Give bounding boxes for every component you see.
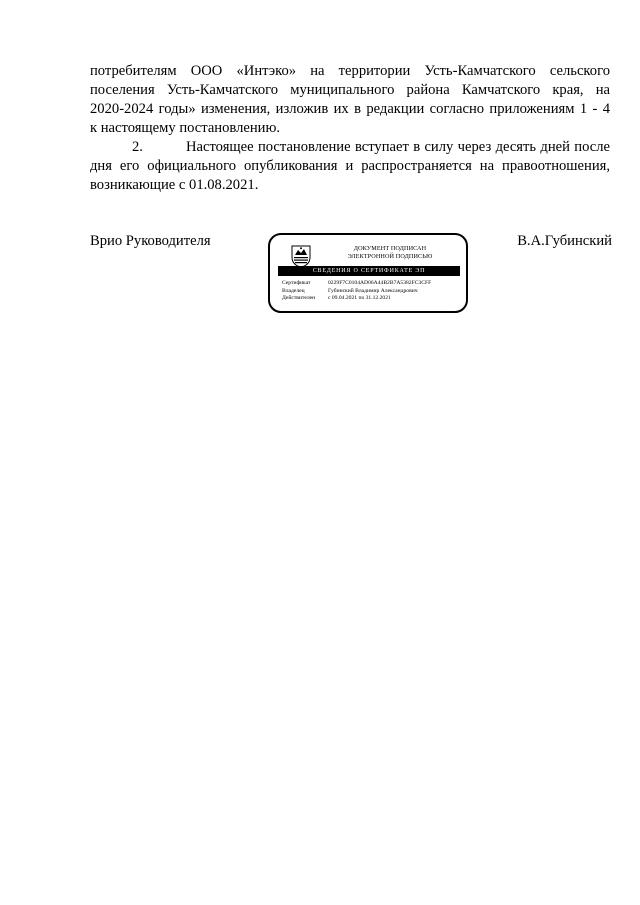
paragraph-2-line-3: возникающие с 01.08.2021. <box>90 177 259 193</box>
paragraph-1 <box>90 62 610 138</box>
paragraph-2 <box>90 138 610 195</box>
item-number: 2. <box>132 139 143 155</box>
stamp-header-line-1: ДОКУМЕНТ ПОДПИСАН <box>353 245 427 252</box>
stamp-key: Сертификат <box>282 280 311 286</box>
paragraph-2-line-1-text: Настоящее постановление вступает в силу через десять дней после <box>186 139 610 155</box>
stamp-certificate-title: СВЕДЕНИЯ О СЕРТИФИКАТЕ ЭП <box>278 266 460 276</box>
paragraph-2-line-2: дня его официального опубликования и распространяется на правоотношения, <box>90 158 610 174</box>
paragraph-1-line-2: поселения Усть-Камчатского муниципального района Камчатского края, на <box>90 82 610 98</box>
paragraph-1-line-3: 2020-2024 годы» изменения, изложив их в редакции согласно приложениям 1 - 4 <box>90 101 610 117</box>
stamp-header-line-2: ЭЛЕКТРОННОЙ ПОДПИСЬЮ <box>347 253 433 260</box>
signer-position: Врио Руководителя <box>90 233 211 249</box>
paragraph-1-line-4: к настоящему постановлению. <box>90 120 281 136</box>
stamp-row-certificate <box>282 280 462 288</box>
stamp-header <box>320 245 460 261</box>
document-body <box>90 62 610 195</box>
stamp-value: с 09.04.2021 по 31.12.2021 <box>328 295 391 301</box>
stamp-value: 0229F7C0104AD06A44B2B7A5382FC3CFF <box>328 280 432 286</box>
electronic-signature-stamp <box>268 233 468 313</box>
signer-name: В.А.Губинский <box>517 233 612 249</box>
stamp-key: Владелец <box>282 287 305 294</box>
stamp-row-owner <box>282 288 462 296</box>
stamp-certificate-details <box>282 280 462 303</box>
paragraph-1-line-1: потребителям ООО «Интэко» на территории Усть-Камчатского сельского <box>90 63 610 79</box>
paragraph-2-line-1 <box>90 138 610 157</box>
stamp-value: Губинский Владимир Александрович <box>328 287 418 294</box>
stamp-key: Действителен <box>282 295 316 301</box>
coat-of-arms-icon <box>290 244 312 268</box>
stamp-row-validity <box>282 295 462 303</box>
